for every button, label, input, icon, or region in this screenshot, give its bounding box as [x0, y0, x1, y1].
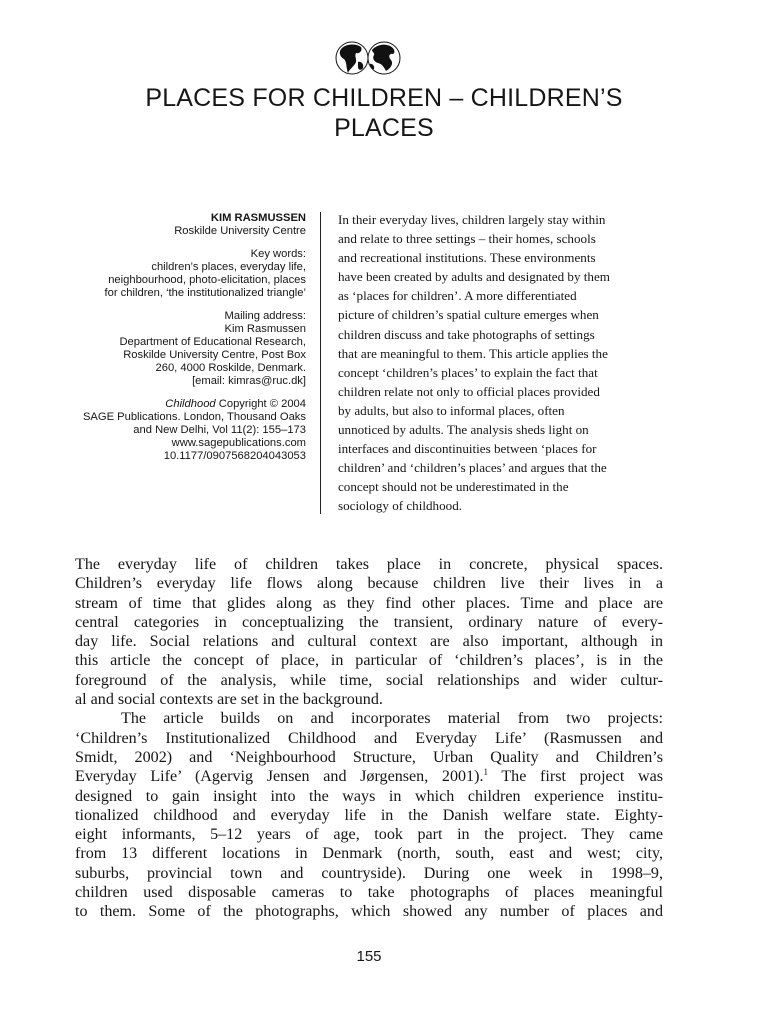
abstract	[338, 210, 678, 516]
body-paragraph	[75, 555, 663, 709]
abstract-line: children relate not only to official places provided	[338, 383, 600, 399]
abstract-line: concept ‘children’s places’ to explain the fact that	[338, 364, 598, 380]
body-line: ‘Children’s Institutionalized Childhood and Everyday Life’ (Rasmussen and	[75, 729, 663, 747]
journal-copyright-line	[60, 398, 306, 411]
body-line: foreground of the analysis, while time, social relationships and wider cultur-	[75, 671, 663, 689]
abstract-line: children discuss and take photographs of settings	[338, 326, 595, 342]
abstract-line: and recreational institutions. These environments	[338, 250, 596, 266]
keywords-line: for children, ‘the institutionalized triangle’	[104, 287, 306, 299]
body-line	[75, 767, 663, 786]
body-line: eight informants, 5–12 years of age, took part in the project. They came	[75, 826, 663, 844]
body-line: children used disposable cameras to take photographs of places meaningful	[75, 884, 663, 902]
keywords-line: children’s places, everyday life,	[151, 261, 306, 273]
author-affiliation: Roskilde University Centre	[174, 225, 306, 237]
body-line: to them. Some of the photographs, which showed any number of places and	[75, 903, 663, 921]
body-text	[75, 555, 663, 922]
body-line: The article builds on and incorporates material from two projects:	[121, 710, 663, 728]
footnote-marker[interactable]: 1	[483, 767, 488, 778]
mailing-line: Department of Educational Research,	[119, 336, 306, 348]
journal-line: and New Delhi, Vol 11(2): 155–173	[133, 424, 306, 436]
title-line: PLACES FOR CHILDREN – CHILDREN’S	[145, 84, 623, 112]
body-line: from 13 different locations in Denmark (north, south, east and west; city,	[75, 845, 663, 863]
body-text-segment: The first project was	[487, 768, 663, 786]
body-line: The everyday life of children takes place in concrete, physical spaces.	[75, 556, 663, 573]
abstract-line: concept should not be underestimated in the	[338, 479, 569, 495]
body-line: tionalized childhood and everyday life in the Danish welfare state. Eighty-	[75, 806, 663, 824]
abstract-line: that are meaningful to them. This article applies the	[338, 345, 608, 361]
abstract-line: unnoticed by adults. The analysis sheds light on	[338, 422, 589, 438]
body-line: day life. Social relations and cultural context are also important, although in	[75, 633, 663, 651]
abstract-line: by adults, but also to informal places, often	[338, 402, 565, 418]
body-line: stream of time that glides along as they find other places. Time and place are	[75, 594, 663, 612]
keywords-line: neighbourhood, photo-elicitation, places	[108, 274, 306, 286]
body-paragraph	[75, 709, 663, 921]
body-line: Smidt, 2002) and ‘Neighbourhood Structure, Urban Quality and Children’s	[75, 748, 663, 766]
article-meta	[60, 212, 306, 463]
journal-doi: 10.1177/0907568204043053	[163, 450, 306, 462]
mailing-line: Kim Rasmussen	[224, 323, 306, 335]
abstract-line: have been created by adults and designated by them	[338, 269, 610, 285]
article-title	[60, 83, 708, 143]
body-line: Children’s everyday life flows along because children live their lives in a	[75, 575, 663, 593]
mailing-line: Roskilde University Centre, Post Box	[123, 349, 306, 361]
globe-logo-icon	[334, 40, 402, 76]
column-divider	[320, 212, 321, 514]
abstract-line: picture of children’s spatial culture emerges when	[338, 307, 599, 323]
page-number: 155	[356, 948, 382, 965]
mailing-heading: Mailing address:	[224, 310, 306, 322]
journal-name: Childhood	[165, 398, 216, 410]
body-line: al and social contexts are set in the background.	[75, 691, 383, 709]
body-text-segment: Everyday Life’ (Agervig Jensen and Jørgensen, 2001).	[75, 768, 484, 786]
title-line: PLACES	[334, 114, 434, 142]
abstract-line: as ‘places for children’. A more differentiated	[338, 288, 577, 304]
abstract-line: In their everyday lives, children largely stay within	[338, 212, 606, 227]
body-line: designed to gain insight into the ways in which children experience institu-	[75, 787, 663, 805]
mailing-line: 260, 4000 Roskilde, Denmark.	[155, 362, 306, 374]
abstract-line: interfaces and discontinuities between ‘places for	[338, 441, 597, 457]
body-line: central categories in conceptualizing the transient, ordinary nature of every-	[75, 613, 663, 631]
mailing-email: [email: kimras@ruc.dk]	[192, 375, 306, 387]
abstract-line: children’ and ‘children’s places’ and argues that the	[338, 460, 607, 476]
abstract-line: and relate to three settings – their homes, schools	[338, 231, 596, 247]
journal-line: SAGE Publications. London, Thousand Oaks	[82, 411, 306, 423]
body-line: this article the concept of place, in particular of ‘children’s places’, is in the	[75, 652, 663, 670]
journal-url: www.sagepublications.com	[171, 437, 306, 449]
journal-copyright: Copyright © 2004	[215, 398, 306, 410]
keywords-heading: Key words:	[250, 248, 306, 260]
abstract-line: sociology of childhood.	[338, 498, 463, 514]
body-line: suburbs, provincial town and countryside). During one week in 1998–9,	[75, 864, 663, 882]
author-name: KIM RASMUSSEN	[210, 212, 306, 224]
